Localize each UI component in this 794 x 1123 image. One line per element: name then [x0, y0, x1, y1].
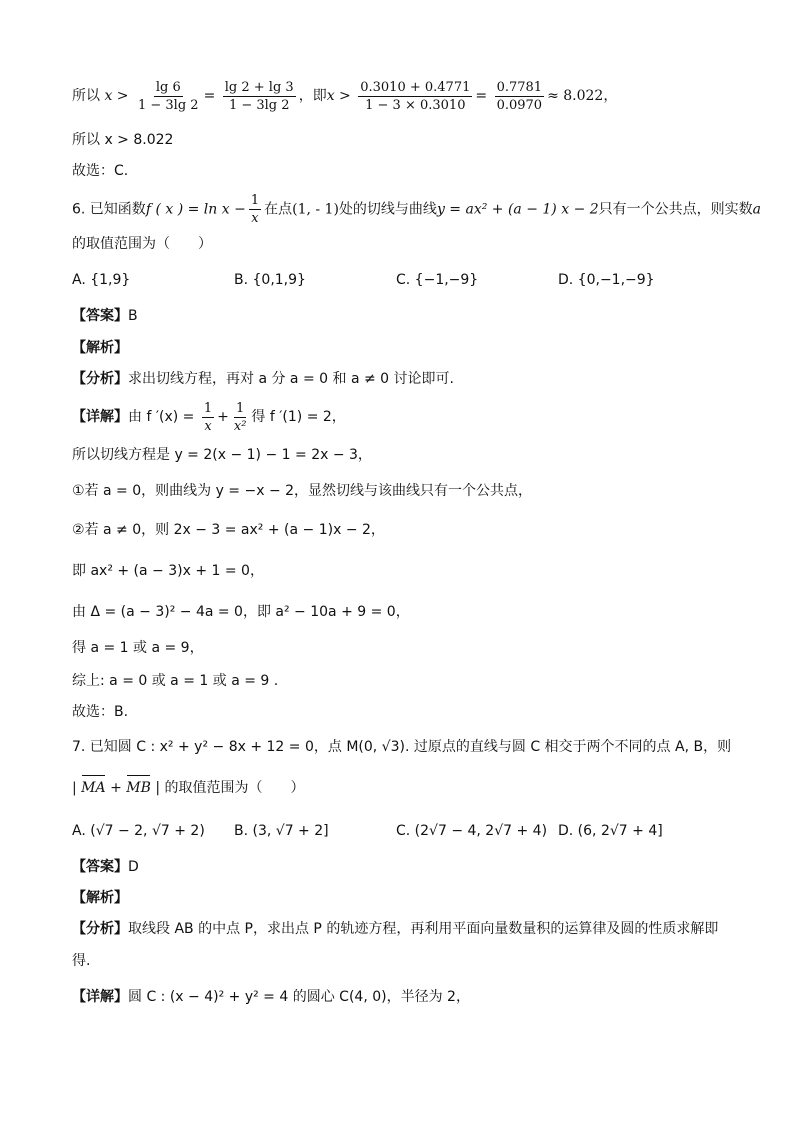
analysis-label: 【解析】 [72, 890, 128, 906]
answer-tag: 【答案】 [72, 308, 128, 324]
question-7-stem: 7. 已知圆 C : x² + y² − 8x + 12 = 0，点 M(0, √3). 过原点的直线与圆 C 相交于两个不同的点 A, B，则 [72, 739, 732, 755]
fraction [249, 192, 261, 227]
answer-tag: 【答案】 [72, 859, 128, 875]
denominator: 0.0970 [496, 97, 543, 113]
fraction [223, 79, 296, 114]
analysis-line [72, 369, 454, 389]
text-prefix: 所以 [72, 88, 100, 104]
solution-line: ②若 a ≠ 0，则 2x − 3 = ax² + (a − 1)x − 2， [72, 522, 385, 538]
detail-tag: 【详解】 [72, 989, 128, 1005]
text-line: 所以 x > 8.022 [72, 132, 174, 148]
option-b: B. {0,1,9} [234, 272, 306, 288]
text-mid: ，即 [298, 88, 327, 104]
option-d: D. (6, 2√7 + 4] [558, 823, 663, 839]
option-b: B. (3, √7 + 2] [234, 823, 329, 839]
text-line: 故选：C. [72, 163, 129, 179]
fraction [136, 79, 201, 114]
solution-line: 由 Δ = (a − 3)² − 4a = 0，即 a² − 10a + 9 = 0， [72, 604, 410, 620]
fenxi-text: 取线段 AB 的中点 P，求出点 P 的轨迹方程，再利用平面向量数量积的运算律及圆的性质求解即 [128, 921, 719, 937]
solution-line: 所以切线方程是 y = 2(x − 1) − 1 = 2x − 3， [72, 447, 372, 463]
analysis-label: 【解析】 [72, 340, 128, 356]
stem-text: 处的切线与曲线 [338, 201, 437, 218]
solution-line: 即 ax² + (a − 3)x + 1 = 0， [72, 563, 264, 579]
vector-mb: MB [126, 780, 151, 796]
option-c: C. {−1,−9} [396, 272, 479, 288]
stem-text: 6. 已知函数 [72, 201, 146, 218]
fraction: $\frac{1}{\text{x²}}$ [233, 400, 247, 434]
solution-line: 得 a = 1 或 a = 9， [72, 640, 204, 656]
option-d: D. {0,−1,−9} [558, 272, 655, 288]
solution-line: 综上: a = 0 或 a = 1 或 a = 9 . [72, 673, 279, 689]
question-7-stem-2 [72, 778, 305, 798]
numerator: 0.7781 [496, 79, 543, 95]
denominator: 1 − 3lg 2 [137, 97, 199, 113]
fraction: $\frac{1}{x}$ [203, 400, 213, 434]
stem-formula: y = ax² + (a − 1) x − 2 [436, 201, 599, 218]
stem-text: | 的取值范围为（ ） [155, 780, 305, 796]
denominator: 1 − 3 × 0.3010 [365, 97, 466, 113]
abs-bar: | [72, 780, 77, 796]
analysis-line-2: 得. [72, 953, 91, 969]
question-6-stem [72, 192, 761, 227]
numerator: lg 6 [155, 79, 181, 95]
option-a: A. (√7 − 2, √7 + 2) [72, 823, 205, 839]
detail-text: 圆 C : (x − 4)² + y² = 4 的圆心 C(4, 0)，半径为 2， [128, 989, 470, 1005]
answer-line [72, 306, 138, 326]
detail-tag: 【详解】 [72, 409, 128, 425]
detail-line [72, 987, 470, 1007]
detail-text: 由 f ′(x) = [128, 409, 195, 425]
stem-variable: a [752, 201, 762, 218]
answer-line [72, 857, 139, 877]
fraction [495, 79, 545, 114]
denominator: x [251, 211, 259, 226]
plus-sign: + [110, 780, 122, 796]
option-a: A. {1,9} [72, 272, 131, 288]
detail-line: 【详解】由 f ′(x) = $\frac{1}{x}$ + $\frac{1}{\text{x²}}$ 得 f ′(1) = 2， [72, 400, 346, 434]
fenxi-tag: 【分析】 [72, 921, 128, 937]
stem-text: 只有一个公共点，则实数 [598, 201, 753, 218]
analysis-tag [72, 338, 128, 358]
fenxi-text: 求出切线方程，再对 a 分 a = 0 和 a ≠ 0 讨论即可. [128, 371, 454, 387]
analysis-line [72, 919, 718, 939]
answer-value: B [128, 308, 138, 324]
denominator: 1 − 3lg 2 [228, 97, 290, 113]
answer-value: D [128, 859, 139, 875]
option-c: C. (2√7 − 4, 2√7 + 4) [396, 823, 548, 839]
detail-text: 得 f ′(1) = 2， [251, 409, 346, 425]
numerator: 0.3010 + 0.4771 [360, 79, 471, 95]
vector-ma: MA [81, 780, 106, 796]
stem-point: (1, - 1) [292, 201, 339, 218]
stem-text: 在点 [264, 201, 293, 218]
numerator: 1 [250, 193, 260, 208]
stem-formula: f ( x ) = ln x − [145, 201, 246, 218]
analysis-tag [72, 888, 128, 908]
solution-line: ①若 a = 0，则曲线为 y = −x − 2，显然切线与该曲线只有一个公共点， [72, 483, 533, 499]
fenxi-tag: 【分析】 [72, 371, 128, 387]
fraction [358, 79, 472, 114]
inequality-line: 所以 x > $\frac{\lg 6}{1 - 3\lg 2}$ = $\frac{\lg 2 + \lg 3}{1 - 3\lg 2}$ ，即x > $\frac{0.3010 + 0.4771}{1 - 3 \times 0.3010}$ = $\frac{0.7781}{0.0970}$ ≈ 8.022， [72, 79, 618, 113]
numerator: lg 2 + lg 3 [224, 79, 294, 95]
question-6-stem-2: 的取值范围为（ ） [72, 236, 212, 252]
solution-line: 故选：B. [72, 704, 129, 720]
approx-value: ≈ 8.022， [547, 88, 618, 104]
